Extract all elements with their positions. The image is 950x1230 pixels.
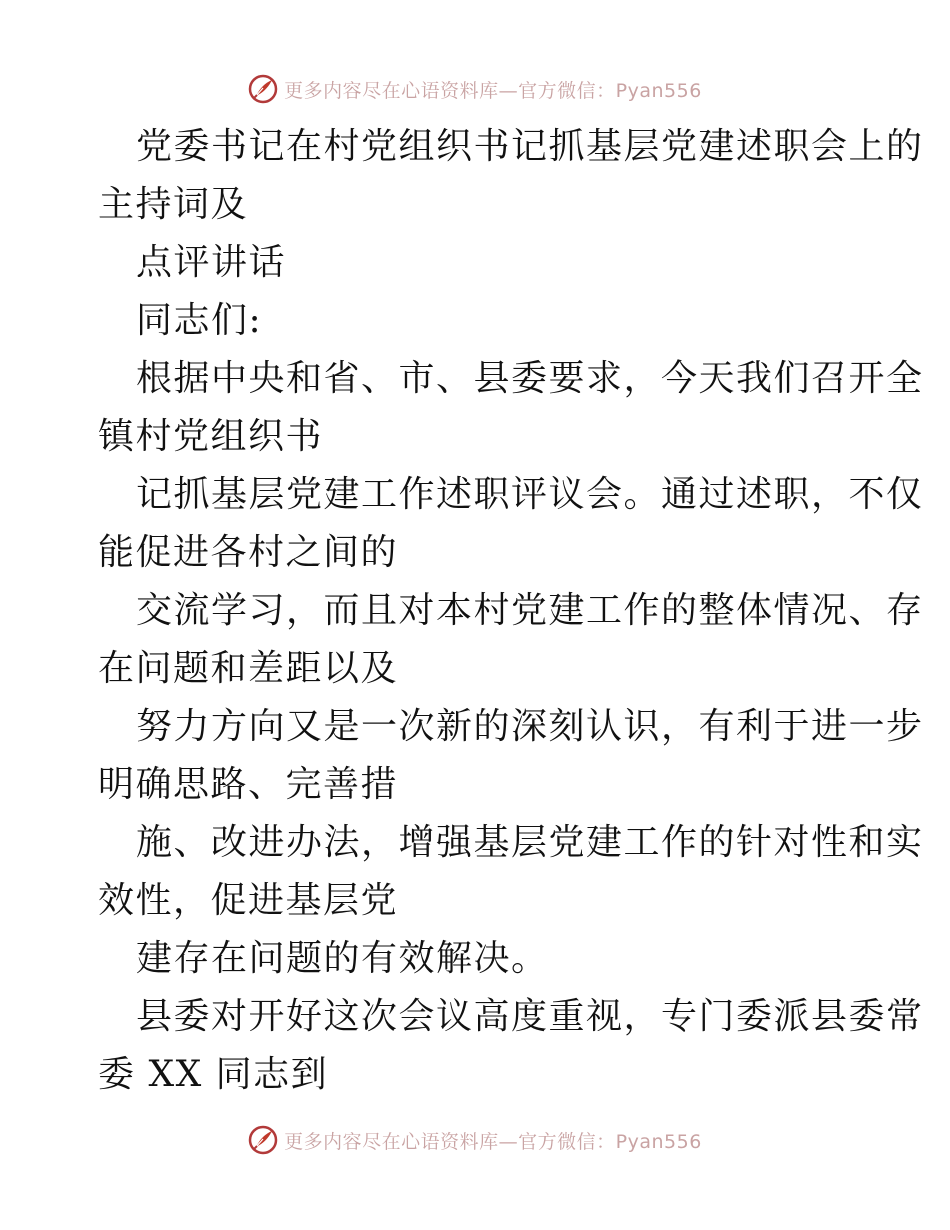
watermark-text — [284, 1127, 702, 1154]
document-line: 效性，促进基层党 — [98, 880, 399, 921]
red-quill-logo-icon — [248, 74, 278, 104]
watermark-cn: 更多内容尽在心语资料库—官方微信： — [284, 1130, 616, 1153]
document-line: 交流学习，而且对本村党建工作的整体情况、存 — [136, 590, 924, 631]
document-line: 县委对开好这次会议高度重视，专门委派县委常 — [136, 996, 924, 1037]
document-line: 主持词及 — [98, 184, 249, 225]
document-line: 努力方向又是一次新的深刻认识，有利于进一步 — [136, 706, 924, 747]
document-line: 能促进各村之间的 — [98, 532, 399, 573]
watermark-text — [284, 76, 702, 103]
document-line: 委 XX 同志到 — [98, 1054, 329, 1095]
document-line: 明确思路、完善措 — [98, 764, 399, 805]
document-line: 点评讲话 — [136, 242, 287, 283]
watermark-handle: Pyan556 — [615, 79, 702, 102]
red-quill-logo-icon — [248, 1125, 278, 1155]
footer-watermark — [0, 1122, 950, 1158]
watermark-handle: Pyan556 — [615, 1130, 702, 1153]
document-line: 记抓基层党建工作述职评议会。通过述职，不仅 — [136, 474, 924, 515]
document-line: 在问题和差距以及 — [98, 648, 399, 689]
document-line: 镇村党组织书 — [98, 416, 324, 457]
document-line: 施、改进办法，增强基层党建工作的针对性和实 — [136, 822, 924, 863]
document-body — [98, 118, 924, 1104]
header-watermark — [0, 71, 950, 107]
document-line: 根据中央和省、市、县委要求，今天我们召开全 — [136, 358, 924, 399]
document-line: 同志们: — [136, 300, 263, 341]
document-line: 建存在问题的有效解决。 — [136, 938, 549, 979]
document-line: 党委书记在村党组织书记抓基层党建述职会上的 — [136, 126, 924, 167]
watermark-cn: 更多内容尽在心语资料库—官方微信： — [284, 79, 616, 102]
